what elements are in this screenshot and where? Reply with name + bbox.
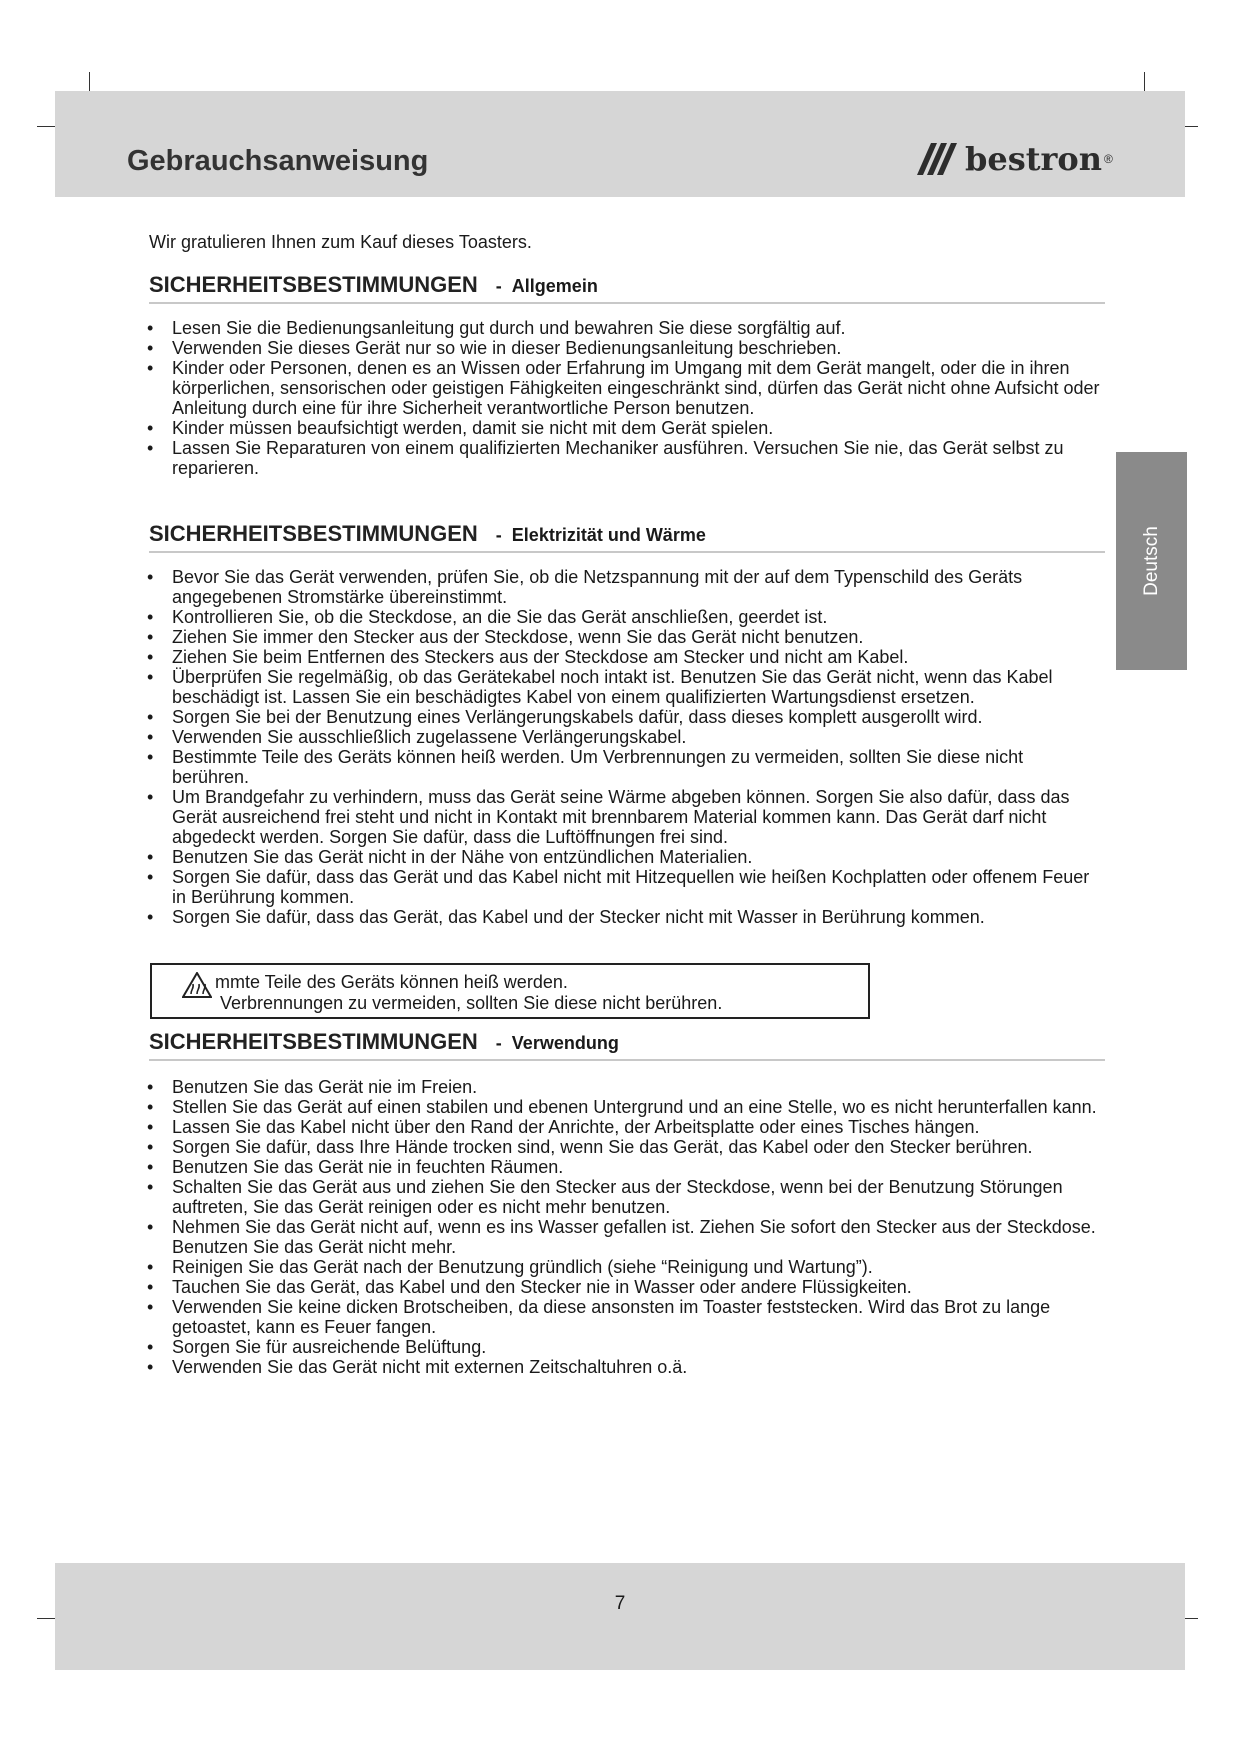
section-dash: - <box>495 1033 502 1053</box>
section-heading-general <box>149 272 1105 304</box>
list-item: • Verwenden Sie keine dicken Brotscheiben, da diese ansonsten im Toaster feststecken. Wird das Brot zu lange getoastet, kann es Feuer fangen. <box>145 1297 1105 1337</box>
list-item: • Tauchen Sie das Gerät, das Kabel und den Stecker nie in Wasser oder andere Flüssigkeiten. <box>145 1277 1105 1297</box>
list-item: • Ziehen Sie beim Entfernen des Steckers aus der Steckdose am Stecker und nicht am Kabel. <box>145 647 1105 667</box>
hot-surface-warning <box>150 963 870 1019</box>
list-item: • Lassen Sie Reparaturen von einem qualifizierten Mechaniker ausführen. Versuchen Sie nie, das Gerät selbst zu reparieren. <box>145 438 1105 478</box>
language-tab-label: Deutsch <box>1140 526 1162 596</box>
list-item: • Lassen Sie das Kabel nicht über den Rand der Anrichte, der Arbeitsplatte oder eines Tisches hängen. <box>145 1117 1105 1137</box>
list-item: • Benutzen Sie das Gerät nie in feuchten Räumen. <box>145 1157 1105 1177</box>
logo-text: bestron <box>965 140 1102 178</box>
list-item: • Um Brandgefahr zu verhindern, muss das Gerät seine Wärme abgeben können. Sorgen Sie also dafür, dass das Gerät ausreichend frei steht und nicht in Kontakt mit brennbarem Material kommen kann. Das Gerät darf nicht abgedeckt werden. Sorgen Sie dafür, dass die Luftöffnungen frei sind. <box>145 787 1105 847</box>
list-item: • Bevor Sie das Gerät verwenden, prüfen Sie, ob die Netzspannung mit der auf dem Typenschild des Geräts angegebenen Stromstärke übereinstimmt. <box>145 567 1105 607</box>
list-item: • Nehmen Sie das Gerät nicht auf, wenn es ins Wasser gefallen ist. Ziehen Sie sofort den Stecker aus der Steckdose. Benutzen Sie das Gerät nicht mehr. <box>145 1217 1105 1257</box>
intro-text: Wir gratulieren Ihnen zum Kauf dieses Toasters. <box>149 232 532 252</box>
list-item: • Sorgen Sie für ausreichende Belüftung. <box>145 1337 1105 1357</box>
list-item: • Kontrollieren Sie, ob die Steckdose, an die Sie das Gerät anschließen, geerdet ist. <box>145 607 1105 627</box>
logo-chevrons-icon <box>913 139 961 179</box>
section-dash: - <box>495 276 502 296</box>
section-subtitle: Elektrizität und Wärme <box>511 525 706 545</box>
list-item: • Sorgen Sie dafür, dass Ihre Hände trocken sind, wenn Sie das Gerät, das Kabel oder den Stecker berühren. <box>145 1137 1105 1157</box>
list-item: • Reinigen Sie das Gerät nach der Benutzung gründlich (siehe “Reinigung und Wartung”). <box>145 1257 1105 1277</box>
list-item: • Lesen Sie die Bedienungsanleitung gut durch und bewahren Sie diese sorgfältig auf. <box>145 318 1105 338</box>
brand-logo <box>913 139 1113 179</box>
warning-line-2: Verbrennungen zu vermeiden, sollten Sie diese nicht berühren. <box>220 993 723 1013</box>
page-title: Gebrauchsanweisung <box>127 145 429 177</box>
rules-list-general <box>145 318 1105 478</box>
rules-list-electricity <box>145 567 1105 927</box>
logo-registered-mark: ® <box>1104 152 1113 166</box>
list-item: • Sorgen Sie dafür, dass das Gerät, das Kabel und der Stecker nicht mit Wasser in Berührung kommen. <box>145 907 1105 927</box>
section-subtitle: Verwendung <box>511 1033 619 1053</box>
section-heading-electricity <box>149 521 1105 553</box>
section-dash: - <box>495 525 502 545</box>
language-tab <box>1116 452 1187 670</box>
section-subtitle: Allgemein <box>511 276 598 296</box>
header-band <box>55 91 1185 197</box>
list-item: • Stellen Sie das Gerät auf einen stabilen und ebenen Untergrund und an eine Stelle, wo es nicht herunterfallen kann. <box>145 1097 1105 1117</box>
list-item: • Benutzen Sie das Gerät nie im Freien. <box>145 1077 1105 1097</box>
list-item: • Benutzen Sie das Gerät nicht in der Nähe von entzündlichen Materialien. <box>145 847 1105 867</box>
list-item: • Überprüfen Sie regelmäßig, ob das Gerätekabel noch intakt ist. Benutzen Sie das Gerät nicht, wenn das Kabel beschädigt ist. Lassen Sie ein beschädigtes Kabel von einem qualifizierten Wartungsdienst ersetzen. <box>145 667 1105 707</box>
section-title: SICHERHEITSBESTIMMUNGEN <box>149 1029 478 1054</box>
list-item: • Bestimmte Teile des Geräts können heiß werden. Um Verbrennungen zu vermeiden, sollten Sie diese nicht berühren. <box>145 747 1105 787</box>
list-item: • Ziehen Sie immer den Stecker aus der Steckdose, wenn Sie das Gerät nicht benutzen. <box>145 627 1105 647</box>
list-item: • Kinder müssen beaufsichtigt werden, damit sie nicht mit dem Gerät spielen. <box>145 418 1105 438</box>
list-item: • Verwenden Sie ausschließlich zugelassene Verlängerungskabel. <box>145 727 1105 747</box>
footer-band <box>55 1563 1185 1670</box>
list-item: • Sorgen Sie dafür, dass das Gerät und das Kabel nicht mit Hitzequellen wie heißen Kochplatten oder offenem Feuer in Berührung kommen. <box>145 867 1105 907</box>
list-item: • Kinder oder Personen, denen es an Wissen oder Erfahrung im Umgang mit dem Gerät mangelt, oder die in ihren körperlichen, sensorischen oder geistigen Fähigkeiten eingeschränkt sind, dürfen das Gerät nicht ohne Aufsicht oder Anleitung durch eine für ihre Sicherheit verantwortliche Person benutzen. <box>145 358 1105 418</box>
list-item: • Verwenden Sie dieses Gerät nur so wie in dieser Bedienungsanleitung beschrieben. <box>145 338 1105 358</box>
list-item: • Sorgen Sie bei der Benutzung eines Verlängerungskabels dafür, dass dieses komplett ausgerollt wird. <box>145 707 1105 727</box>
warning-line-1: mmte Teile des Geräts können heiß werden. <box>215 972 568 992</box>
section-title: SICHERHEITSBESTIMMUNGEN <box>149 521 478 546</box>
rules-list-usage <box>145 1077 1105 1377</box>
list-item: • Schalten Sie das Gerät aus und ziehen Sie den Stecker aus der Steckdose, wenn bei der Benutzung Störungen auftreten, Sie das Gerät reinigen oder es nicht mehr benutzen. <box>145 1177 1105 1217</box>
section-heading-usage <box>149 1029 1105 1061</box>
page-number: 7 <box>614 1593 626 1614</box>
hot-surface-warning-icon <box>182 972 212 998</box>
section-title: SICHERHEITSBESTIMMUNGEN <box>149 272 478 297</box>
list-item: • Verwenden Sie das Gerät nicht mit externen Zeitschaltuhren o.ä. <box>145 1357 1105 1377</box>
